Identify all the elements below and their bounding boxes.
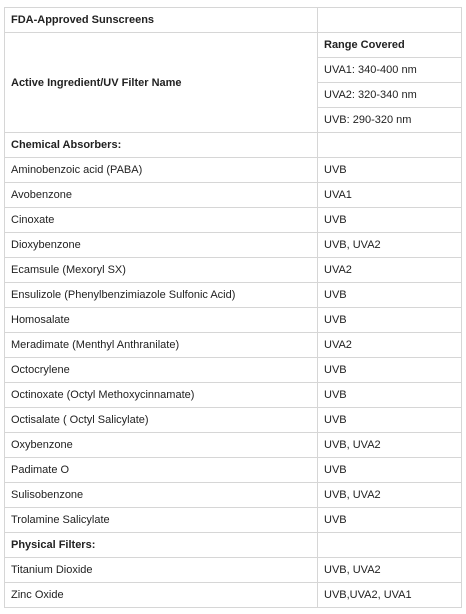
range-uvb: UVB: 290-320 nm	[318, 108, 462, 133]
ingredient-name: Oxybenzone	[5, 433, 318, 458]
range-covered: UVB	[318, 458, 462, 483]
range-covered: UVA2	[318, 333, 462, 358]
table-row	[5, 158, 462, 183]
table-row	[5, 183, 462, 208]
ingredient-name: Padimate O	[5, 458, 318, 483]
ingredient-name: Ecamsule (Mexoryl SX)	[5, 258, 318, 283]
table-row	[5, 483, 462, 508]
range-covered: UVB, UVA2	[318, 558, 462, 583]
ingredient-column-header: Active Ingredient/UV Filter Name	[5, 33, 318, 133]
range-covered: UVB	[318, 508, 462, 533]
range-uva2: UVA2: 320-340 nm	[318, 83, 462, 108]
range-covered: UVB	[318, 408, 462, 433]
ingredient-name: Titanium Dioxide	[5, 558, 318, 583]
table-row	[5, 358, 462, 383]
title-row	[5, 8, 462, 33]
title-empty-cell	[318, 8, 462, 33]
table-row	[5, 583, 462, 608]
range-covered: UVB	[318, 158, 462, 183]
table-row	[5, 508, 462, 533]
section-empty-cell	[318, 133, 462, 158]
table-row	[5, 433, 462, 458]
range-covered: UVB	[318, 358, 462, 383]
table-row	[5, 308, 462, 333]
table-row	[5, 458, 462, 483]
ingredient-name: Trolamine Salicylate	[5, 508, 318, 533]
sunscreens-table	[4, 7, 462, 608]
range-covered: UVB	[318, 283, 462, 308]
ingredient-name: Aminobenzoic acid (PABA)	[5, 158, 318, 183]
ingredient-name: Octocrylene	[5, 358, 318, 383]
section-physical-filters: Physical Filters:	[5, 533, 318, 558]
ingredient-name: Avobenzone	[5, 183, 318, 208]
table-row	[5, 258, 462, 283]
section-row-physical	[5, 533, 462, 558]
section-chemical-absorbers: Chemical Absorbers:	[5, 133, 318, 158]
range-uva1: UVA1: 340-400 nm	[318, 58, 462, 83]
ingredient-name: Ensulizole (Phenylbenzimiazole Sulfonic Acid)	[5, 283, 318, 308]
range-covered: UVB, UVA2	[318, 483, 462, 508]
range-covered: UVB,UVA2, UVA1	[318, 583, 462, 608]
section-row-chemical	[5, 133, 462, 158]
header-row	[5, 33, 462, 58]
ingredient-name: Sulisobenzone	[5, 483, 318, 508]
table-row	[5, 558, 462, 583]
range-covered: UVB	[318, 308, 462, 333]
range-covered: UVB, UVA2	[318, 433, 462, 458]
range-covered: UVA1	[318, 183, 462, 208]
table-row	[5, 383, 462, 408]
table-row	[5, 408, 462, 433]
ingredient-name: Meradimate (Menthyl Anthranilate)	[5, 333, 318, 358]
ingredient-name: Dioxybenzone	[5, 233, 318, 258]
table-row	[5, 233, 462, 258]
table-row	[5, 283, 462, 308]
range-covered: UVB	[318, 383, 462, 408]
range-covered: UVB	[318, 208, 462, 233]
table-row	[5, 208, 462, 233]
table-title: FDA-Approved Sunscreens	[5, 8, 318, 33]
range-column-header: Range Covered	[318, 33, 462, 58]
ingredient-name: Octinoxate (Octyl Methoxycinnamate)	[5, 383, 318, 408]
ingredient-name: Cinoxate	[5, 208, 318, 233]
range-covered: UVA2	[318, 258, 462, 283]
ingredient-name: Homosalate	[5, 308, 318, 333]
section-empty-cell	[318, 533, 462, 558]
ingredient-name: Octisalate ( Octyl Salicylate)	[5, 408, 318, 433]
range-covered: UVB, UVA2	[318, 233, 462, 258]
table-row	[5, 333, 462, 358]
ingredient-name: Zinc Oxide	[5, 583, 318, 608]
